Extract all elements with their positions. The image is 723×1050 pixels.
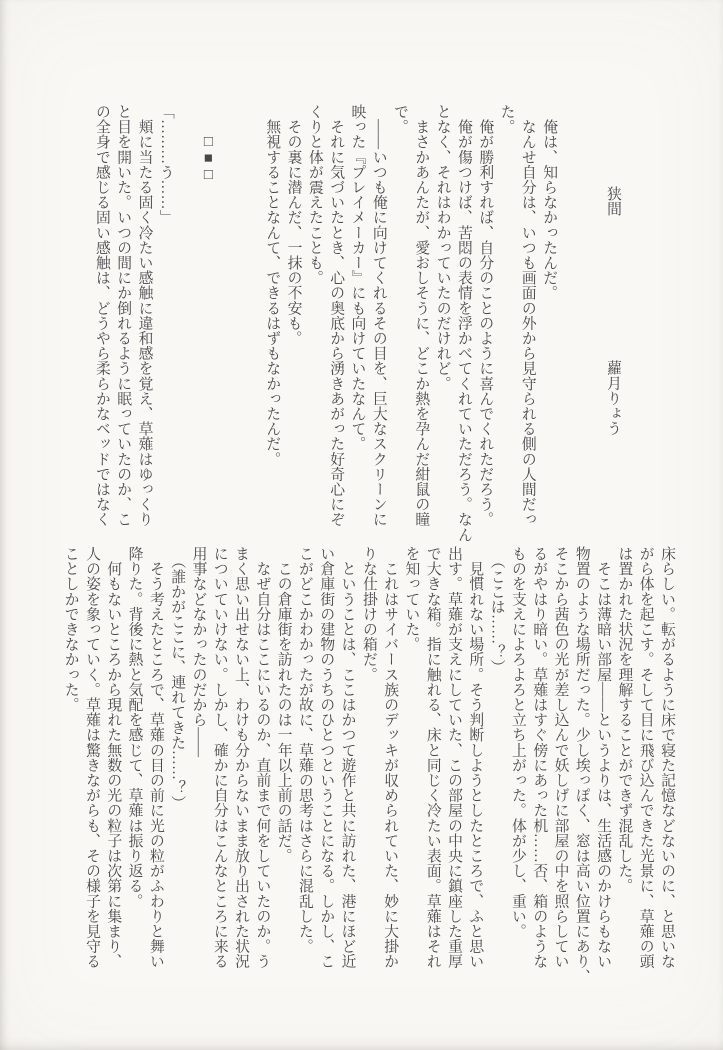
text-column: それに気づいたとき、心の奥底から湧きあがった好奇心にぞ [328,104,345,527]
text-column: を知っていた。 [403,546,420,652]
section-break-column: □■□ [200,104,217,184]
text-column: りな仕掛けの箱だ。 [360,546,377,682]
top-text-columns [91,104,602,546]
text-column: （ここは……？） [488,546,505,675]
text-column: 「………う……」 [157,104,174,225]
blank-column [176,104,197,546]
text-column: ということは、ここはかつて遊作と共に訪れた、港にほど近 [339,546,356,969]
text-column: 人の姿を象っていく。草薙は驚きながらも、その様子を見守る [83,546,100,969]
text-column: まく思い出せない上、わけも分からないまま放り出された状況 [233,546,250,969]
title-top-spacer [613,104,614,182]
title-author-spacer [613,220,614,356]
text-column: ことしかできなかった。 [62,546,79,713]
text-column: と目を開いた。いつの間にか倒れるように眠っていたのか、こ [115,104,132,527]
text-column: 俺が傷つけば、苦悶の表情を浮かべてくれていただろう。なん [455,104,472,542]
text-column: となく、それはわかっていたのだけれど。 [434,104,451,391]
text-column: 床らしい。転がるように床で寝た記憶などないのに、と思いな [659,546,675,969]
blank-column [559,104,580,546]
text-column: くりと体が震えたことも。 [306,104,323,286]
text-column: ――いつも俺に向けてくれるその目を、巨大なスクリーンに [370,104,387,527]
blank-column [240,104,261,546]
text-column: がら体を起こす。そして目に飛び込んできた光景に、草薙の頭 [637,546,654,969]
text-column: 俺は、知らなかったんだ。 [541,104,558,301]
text-column: で。 [392,104,409,135]
text-column: そう考えたところで、草薙の目の前に光の粒がふわりと舞い [147,546,164,969]
text-column: （誰かがここに、連れてきた……？） [169,546,186,811]
text-column: なんせ自分は、いつも画面の外から見守られる側の人間だっ [519,104,536,527]
bottom-text-columns [59,546,677,1000]
text-column: 出す。草薙が支えにしていた、この部屋の中央に鎮座した重厚 [446,546,463,969]
text-column: こがどこかわかったが故に、草薙の思考はさらに混乱した。 [296,546,313,954]
text-column: は置かれた状況を理解することができず混乱した。 [616,546,633,894]
text-column: この倉庫街を訪れたのは一年以上前の話だ。 [275,546,292,864]
text-column: そこから茜色の光が差し込んで妖しげに部屋の中を照らしてい [552,546,569,969]
blank-column [218,104,239,546]
text-column: 映った『プレイメーカー』にも向けていたなんて。 [349,104,366,452]
text-column: まさかあんたが、愛おしそうに、どこか熱を孕んだ紺鼠の瞳 [413,104,430,527]
text-column: 用事などなかったのだから―― [190,546,207,758]
text-column: についていけない。しかし、確かに自分はこんなところに来る [211,546,228,969]
story-title: 狭間 [605,186,621,217]
text-column: 見慣れない場所。そう判断しようとしたところで、ふと思い [467,546,484,969]
text-column: これはサイバース族のデッキが収められていた、妙に大掛か [382,546,399,969]
text-column: の全身で感じる固い感触は、どうやら柔らかなベッドではなく [93,104,110,527]
text-column: 物置のような場所だった。少し埃っぽく、窓は高い位置にあり、 [573,546,590,984]
text-column: 何もないところから現れた無数の光の粒子は次第に集まり、 [105,546,122,969]
text-column: で大きな箱。指に触れる、床と同じく冷たい表面。草薙はそれ [424,546,441,969]
bottom-section [59,546,677,1000]
story-author: 蘿月りょう [605,360,621,436]
text-column: その裏に潜んだ、一抹の不安も。 [285,104,302,346]
text-column: 降りた。背後に熱と気配を感じて、草薙は振り返る。 [126,546,143,909]
text-column: い倉庫街の建物のうちのひとつということになる。しかし、こ [318,546,335,969]
text-column: 俺が勝利すれば、自分のことのように喜んでくれただろう。 [477,104,494,527]
title-column [602,104,623,546]
text-column: 頬に当たる固く冷たい感触に違和感を覚え、草薙はゆっくり [136,104,153,527]
text-column: 無視することなんて、できるはずもなかったんだ。 [264,104,281,467]
top-section [91,104,623,546]
blank-column [580,104,601,546]
text-column: なぜ自分はここにいるのか、直前まで何をしていたのか。う [254,546,271,969]
text-column: ものを支えによろよろと立ち上がった。体が少し、重い。 [509,546,526,939]
text-column: るがやはり暗い。草薙はすぐ傍にあった机……否、箱のような [531,546,548,969]
text-column: た。 [498,104,515,135]
text-column: そこは薄暗い部屋――というよりは、生活感のかけらもない [595,546,612,969]
